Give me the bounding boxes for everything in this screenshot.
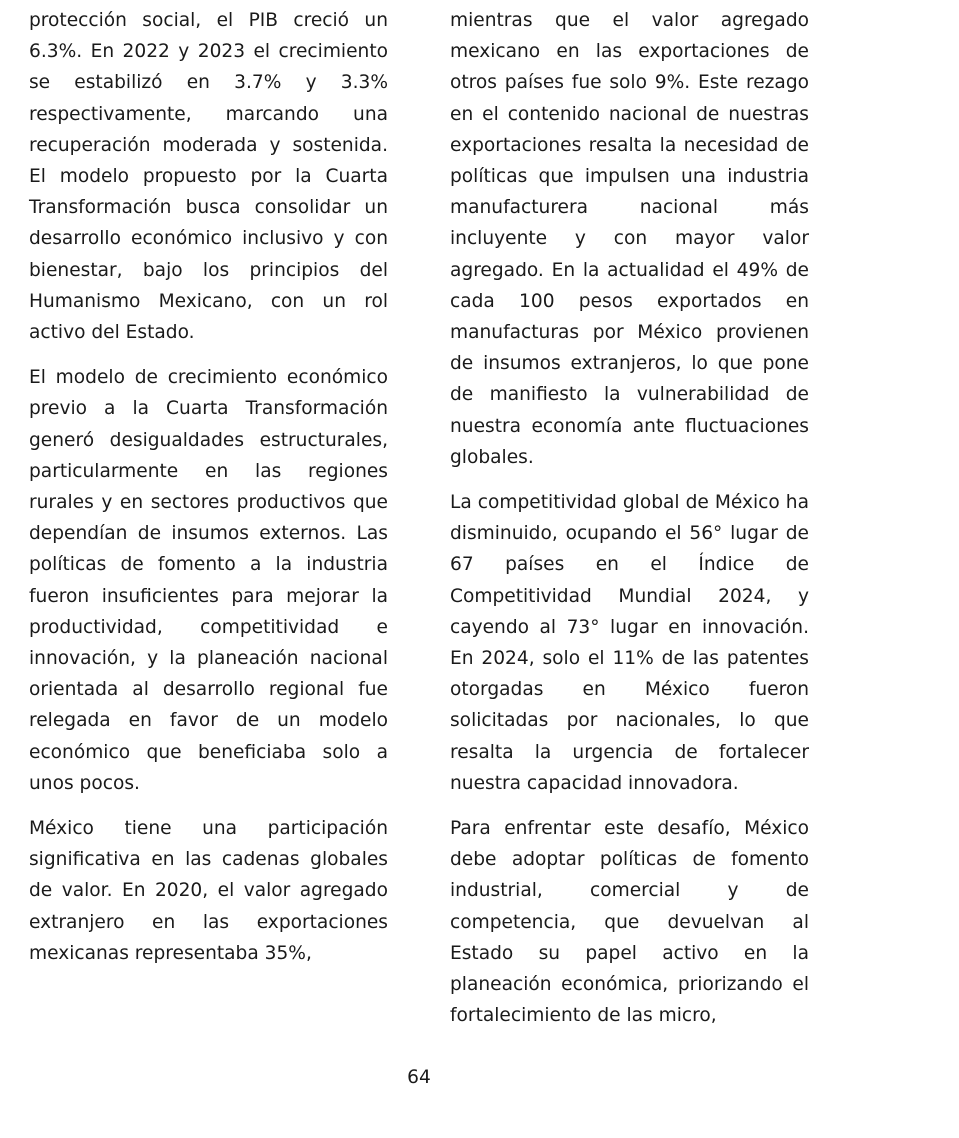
right-column [450,5,809,1046]
left-column [29,5,388,983]
page-number: 64 [407,1067,431,1088]
paragraph-gdp-growth: protección social, el PIB creció un 6.3%. En 2022 y 2023 el crecimiento se estabilizó en 3.7% y 3.3% respectivamente, marcando una recuperación moderada y sostenida. El modelo propuesto por la Cuarta Transformación busca consolidar un desarrollo económico inclusivo y con bienestar, bajo los principios del Humanismo Mexicano, con un rol activo del Estado. [29,10,388,344]
paragraph-previous-model: El modelo de crecimiento económico previo a la Cuarta Transformación generó desigualdades estructurales, particularmente en las regiones rurales y en sectores productivos que dependían de insumos externos. Las políticas de fomento a la industria fueron insuficientes para mejorar la productividad, competitividad e innovación, y la planeación nacional orientada al desarrollo regional fue relegada en favor de un modelo económico que beneficiaba solo a unos pocos. [29,367,388,794]
paragraph-national-content: mientras que el valor agregado mexicano en las exportaciones de otros países fue solo 9%. Este rezago en el contenido nacional de nuestras exportaciones resalta la necesidad de políticas que impulsen una industria manufacturera nacional más incluyente y con mayor valor agregado. En la actualidad el 49% de cada 100 pesos exportados en manufacturas por México provienen de insumos extranjeros, lo que pone de manifiesto la vulnerabilidad de nuestra economía ante fluctuaciones globales. [450,10,809,468]
paragraph-global-value-chains: México tiene una participación significativa en las cadenas globales de valor. En 2020, el valor agregado extranjero en las exportaciones mexicanas representaba 35%, [29,818,388,964]
paragraph-competitiveness: La competitividad global de México ha disminuido, ocupando el 56° lugar de 67 países en el Índice de Competitividad Mundial 2024, y cayendo al 73° lugar en innovación. En 2024, solo el 11% de las patentes otorgadas en México fueron solicitadas por nacionales, lo que resalta la urgencia de fortalecer nuestra capacidad innovadora. [450,492,809,794]
paragraph-industrial-policy: Para enfrentar este desafío, México debe adoptar políticas de fomento industrial, comercial y de competencia, que devuelvan al Estado su papel activo en la planeación económica, priorizando el fortalecimiento de las micro, [450,818,809,1027]
